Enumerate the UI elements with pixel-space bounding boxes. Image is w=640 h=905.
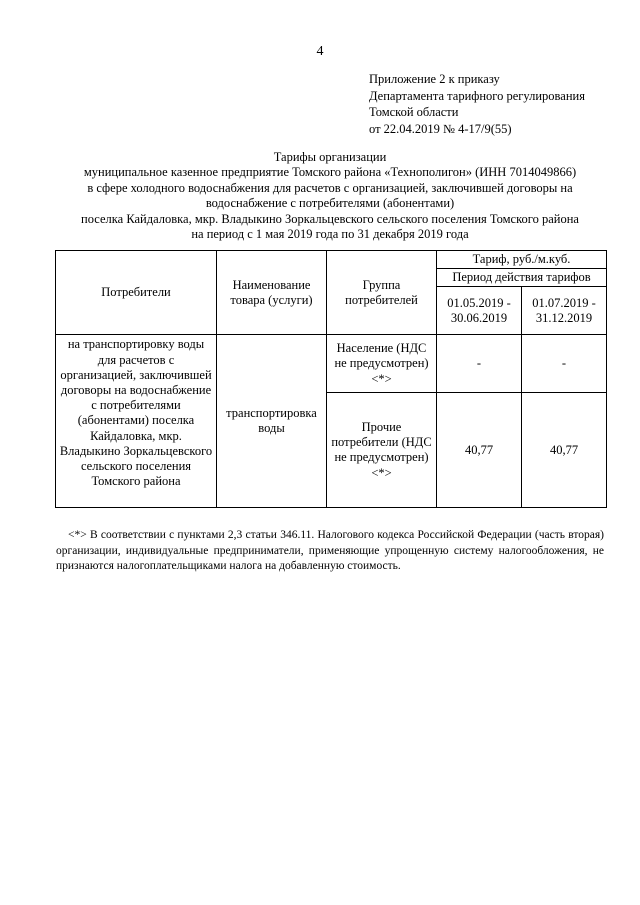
appendix-block	[369, 71, 585, 137]
tariff-cell: -	[437, 335, 522, 393]
title-line: Тарифы организации	[273, 150, 387, 164]
tariff-cell: 40,77	[522, 393, 607, 508]
header-period-1: 01.05.2019 - 30.06.2019	[437, 287, 522, 335]
header-tariff: Тариф, руб./м.куб.	[437, 251, 607, 269]
tariff-cell: -	[522, 335, 607, 393]
header-period-2: 01.07.2019 - 31.12.2019	[522, 287, 607, 335]
appendix-line: Приложение 2 к приказу	[369, 72, 500, 86]
consumer-cell: на транспортировку воды для расчетов с организацией, заключившей договоры на водоснабжение с потребителями (абонентами) поселка Кайдаловка, мкр. Владыкино Зоркальцевского сельского поселения Томского района	[56, 335, 217, 508]
document-title	[40, 150, 620, 242]
title-line: в сфере холодного водоснабжения для расчетов с организацией, заключившей договоры на	[87, 180, 573, 195]
title-line: поселка Кайдаловка, мкр. Владыкино Зоркальцевского сельского поселения Томского района	[81, 211, 579, 226]
service-cell: транспортировка воды	[217, 335, 327, 508]
appendix-line: Департамента тарифного регулирования	[369, 88, 585, 103]
tariff-cell: 40,77	[437, 393, 522, 508]
appendix-line: от 22.04.2019 № 4-17/9(55)	[369, 121, 512, 136]
title-line: водоснабжение с потребителями (абонентами)	[205, 196, 455, 211]
header-period: Период действия тарифов	[437, 269, 607, 287]
header-service-name: Наименование товара (услуги)	[217, 251, 327, 335]
header-group: Группа потребителей	[327, 251, 437, 335]
appendix-line: Томской области	[369, 105, 459, 119]
title-line: муниципальное казенное предприятие Томского района «Технополигон» (ИНН 7014049866)	[83, 165, 577, 180]
group-cell: Население (НДС не предусмотрен) <*>	[327, 335, 437, 393]
title-line: на период с 1 мая 2019 года по 31 декабря 2019 года	[191, 227, 469, 242]
header-consumers: Потребители	[56, 251, 217, 335]
tariff-table	[55, 250, 607, 508]
page-number: 4	[316, 44, 324, 59]
group-cell: Прочие потребители (НДС не предусмотрен) <*>	[327, 393, 437, 508]
footnote: <*> В соответствии с пунктами 2,3 статьи 346.11. Налогового кодекса Российской Федерации (часть вторая) организации, индивидуальные предприниматели, применяющие упрощенную систему налогообложения, не признаются налогоплательщиками налога на добавленную стоимость.	[56, 529, 604, 572]
